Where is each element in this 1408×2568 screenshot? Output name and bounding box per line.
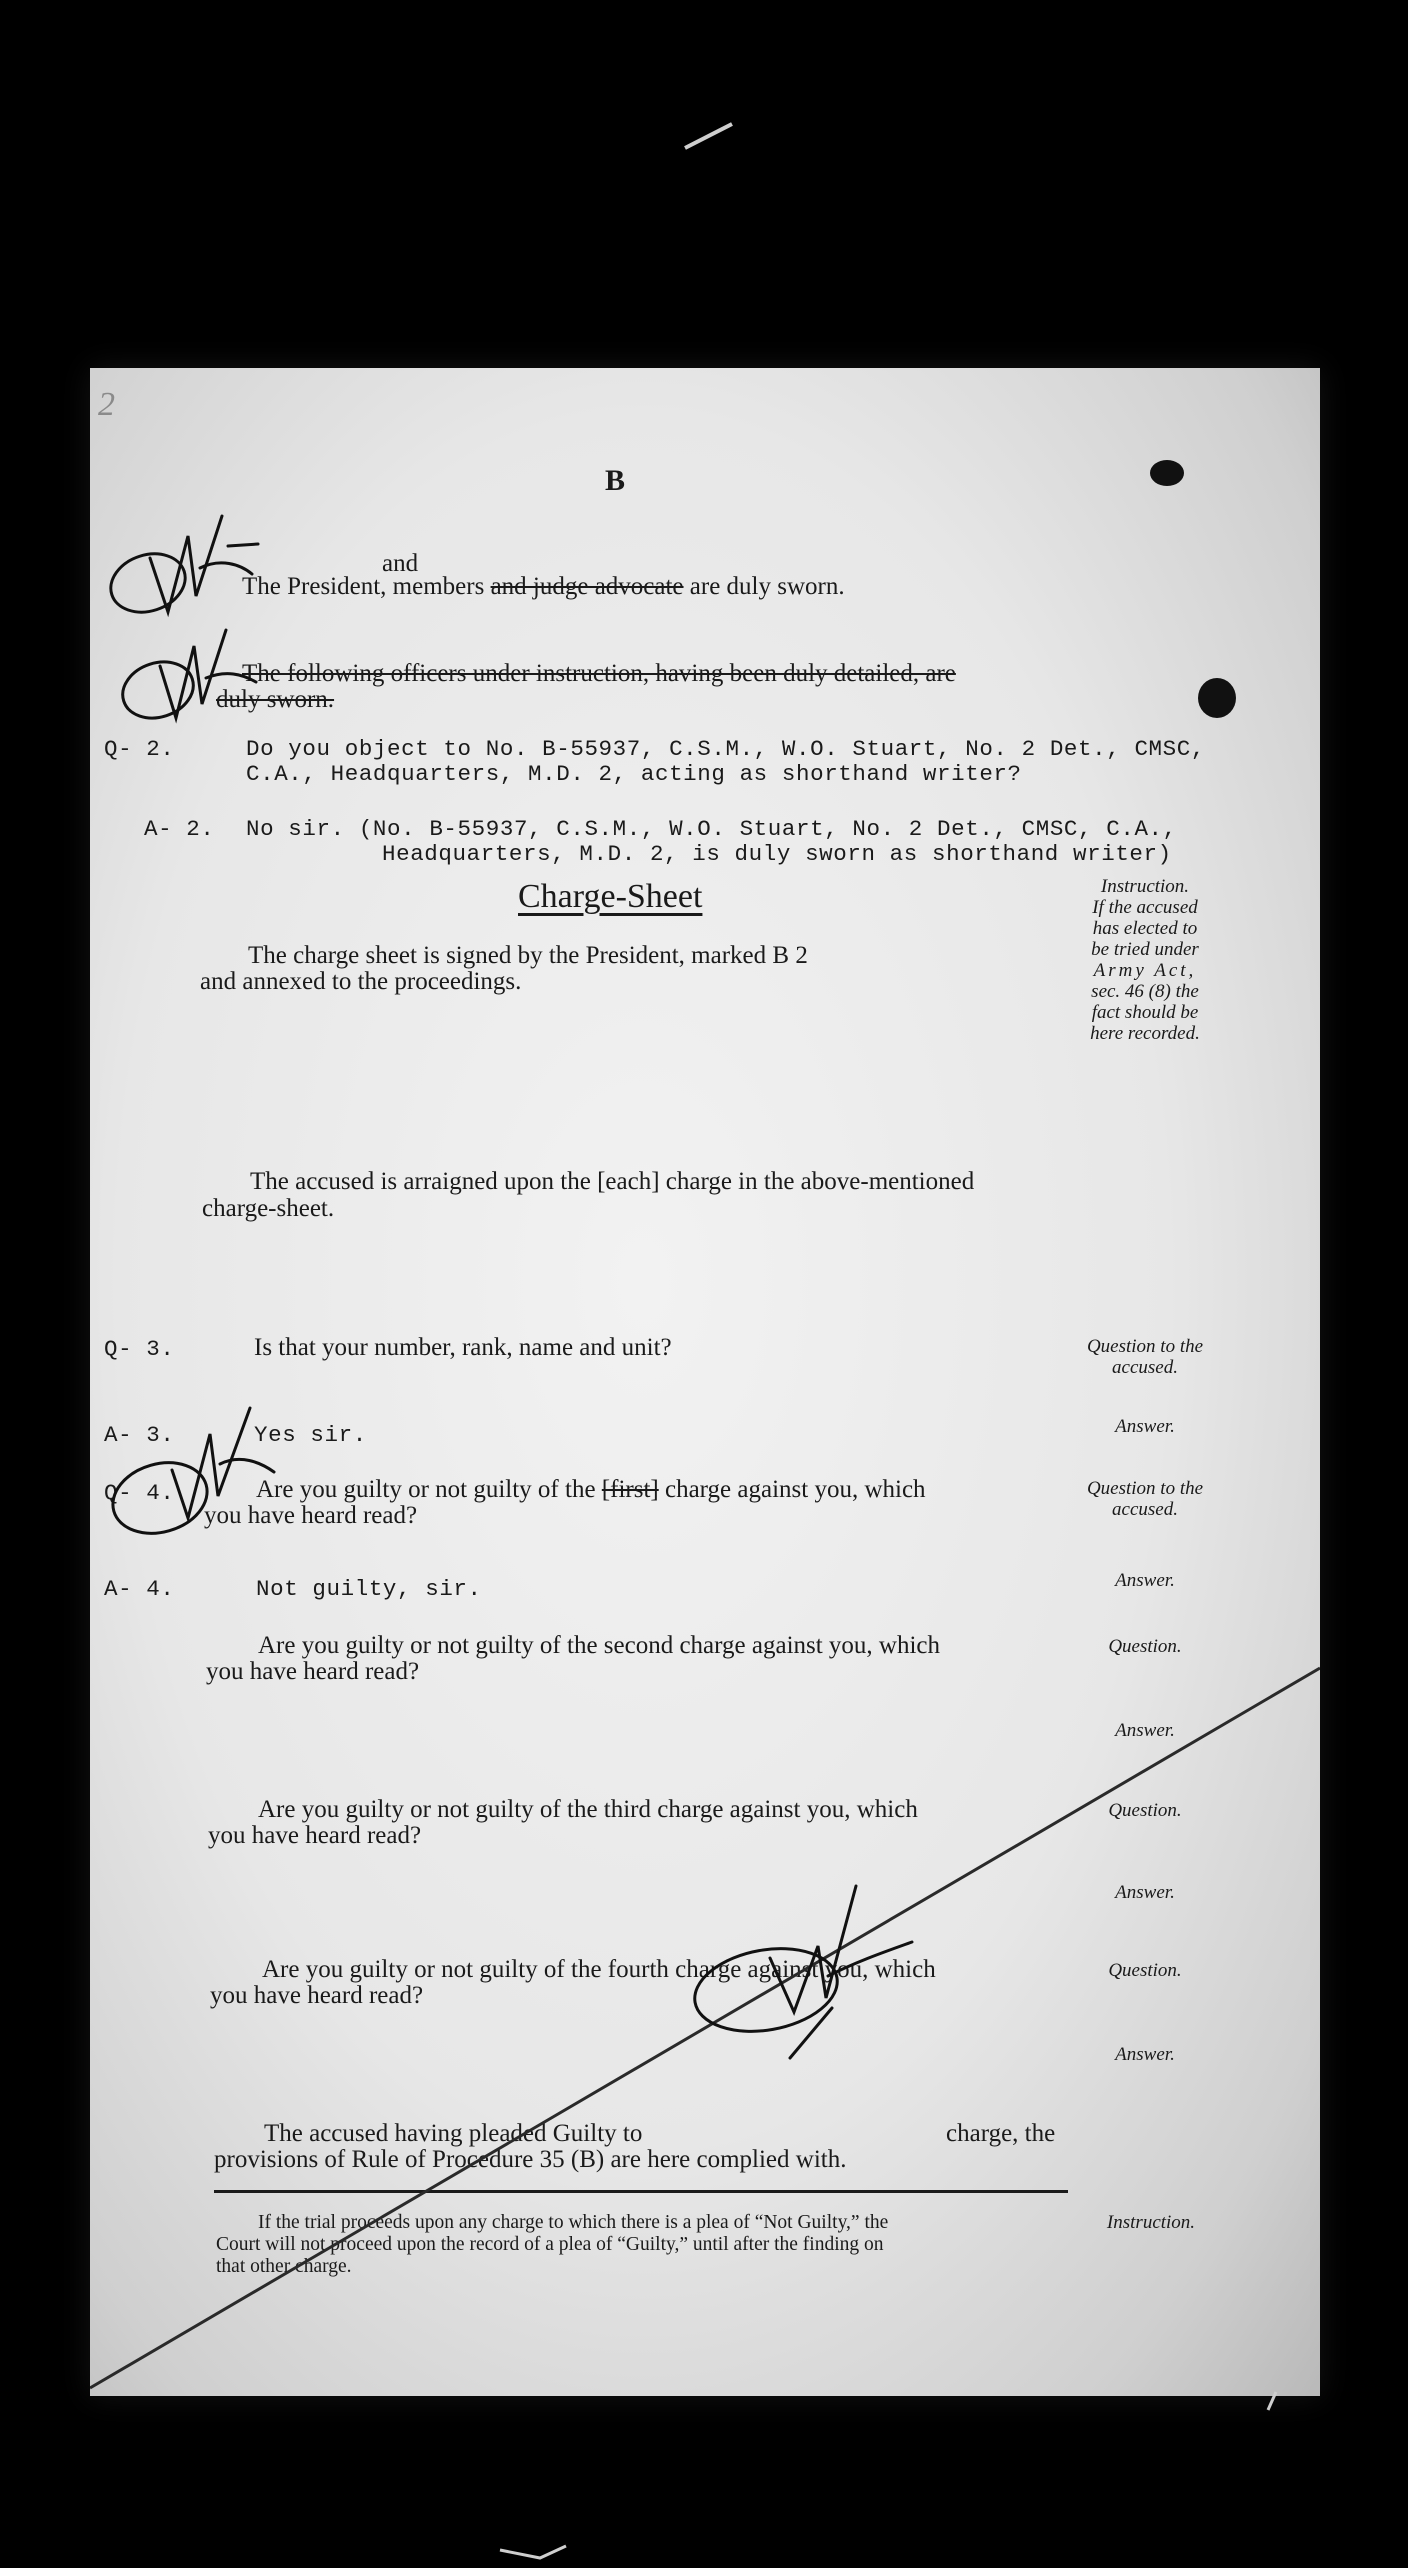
a2-label: A- 2. — [144, 816, 215, 842]
inserted-and: and — [382, 550, 419, 577]
sworn-text-members: members — [392, 573, 485, 600]
footer-side-instruction: Instruction. — [1106, 2212, 1196, 2233]
q-fourth-line1: Are you guilty or not guilty of the fourth charge against you, which — [262, 1956, 936, 1983]
q-fourth-side-question: Question. — [1108, 1960, 1182, 1981]
instruction-l7: fact should be — [1091, 1002, 1199, 1023]
pleaded-text-a: The accused having pleaded Guilty to — [264, 2120, 643, 2147]
q4-side-l1: Question to the — [1086, 1478, 1204, 1499]
q3-text: Is that your number, rank, name and unit? — [254, 1334, 672, 1361]
a4-text: Not guilty, sir. — [256, 1576, 482, 1602]
q-third-side-question: Question. — [1108, 1800, 1182, 1821]
sworn-text-after: are duly sworn. — [689, 573, 845, 600]
q4-struck-first: [first] — [601, 1476, 659, 1503]
q-second-line1: Are you guilty or not guilty of the second charge against you, which — [258, 1632, 941, 1659]
footer-line3: that other charge. — [216, 2256, 352, 2277]
officers-struck-line1: The following officers under instruction, having been duly detailed, are — [242, 660, 956, 687]
footer-line1: If the trial proceeds upon any charge to which there is a plea of “Not Guilty,” the — [258, 2212, 889, 2233]
q-second-line2: you have heard read? — [206, 1658, 420, 1685]
instruction-l8: here recorded. — [1090, 1023, 1200, 1044]
q-fourth-line2: you have heard read? — [210, 1982, 424, 2009]
q4-line2: you have heard read? — [204, 1502, 418, 1529]
q-second-side-question: Question. — [1108, 1636, 1182, 1657]
pleaded-text-b: charge, the — [946, 2120, 1056, 2147]
q3-side-l2: accused. — [1112, 1357, 1178, 1378]
q2-line2: C.A., Headquarters, M.D. 2, acting as shorthand writer? — [246, 761, 1022, 787]
instruction-l4: be tried under — [1091, 939, 1199, 960]
charge-sheet-heading: Charge-Sheet — [518, 878, 703, 915]
a2-line1: No sir. (No. B-55937, C.S.M., W.O. Stuart, No. 2 Det., CMSC, C.A., — [246, 816, 1177, 842]
q-third-side-answer: Answer. — [1115, 1882, 1175, 1903]
q-fourth-side-answer: Answer. — [1115, 2044, 1175, 2065]
instruction-l5: Army Act, — [1093, 960, 1197, 981]
a3-text: Yes sir. — [254, 1422, 367, 1448]
section-letter: B — [605, 464, 626, 497]
pleaded-line2: provisions of Rule of Procedure 35 (B) are here complied with. — [214, 2146, 847, 2173]
officers-struck-line2: duly sworn. — [216, 686, 335, 713]
page-number: 2 — [98, 386, 115, 423]
q2-label: Q- 2. — [104, 736, 175, 762]
a3-label: A- 3. — [104, 1422, 175, 1448]
charge-sheet-line2: and annexed to the proceedings. — [200, 968, 522, 995]
a4-label: A- 4. — [104, 1576, 175, 1602]
q-third-line1: Are you guilty or not guilty of the third charge against you, which — [258, 1796, 918, 1823]
instruction-l1: Instruction. — [1100, 876, 1190, 897]
q-second-side-answer: Answer. — [1115, 1720, 1175, 1741]
instruction-l2: If the accused — [1092, 897, 1198, 918]
instruction-l6: sec. 46 (8) the — [1091, 981, 1199, 1002]
q4-text-a: Are you guilty or not guilty of the — [256, 1476, 596, 1503]
q3-side-l1: Question to the — [1086, 1336, 1204, 1357]
sworn-struck-text: and judge advocate — [490, 573, 684, 600]
charge-sheet-line1: The charge sheet is signed by the President, marked B 2 — [248, 942, 808, 969]
a2-line2: Headquarters, M.D. 2, is duly sworn as shorthand writer) — [382, 841, 1172, 867]
arraigned-line1: The accused is arraigned upon the [each] charge in the above-mentioned — [250, 1168, 975, 1195]
q4-text-b: charge against you, which — [664, 1476, 926, 1503]
instruction-l3: has elected to — [1092, 918, 1198, 939]
a3-side-answer: Answer. — [1115, 1416, 1175, 1437]
q4-side-l2: accused. — [1112, 1499, 1178, 1520]
sworn-text-before: The President, — [242, 573, 387, 600]
a4-side-answer: Answer. — [1115, 1570, 1175, 1591]
q3-label: Q- 3. — [104, 1336, 175, 1362]
q4-label: Q- 4. — [104, 1480, 175, 1506]
footer-line2: Court will not proceed upon the record of a plea of “Guilty,” until after the finding on — [216, 2234, 884, 2255]
arraigned-line2: charge-sheet. — [202, 1195, 335, 1222]
q-third-line2: you have heard read? — [208, 1822, 422, 1849]
q2-line1: Do you object to No. B-55937, C.S.M., W.O. Stuart, No. 2 Det., CMSC, — [246, 736, 1205, 762]
